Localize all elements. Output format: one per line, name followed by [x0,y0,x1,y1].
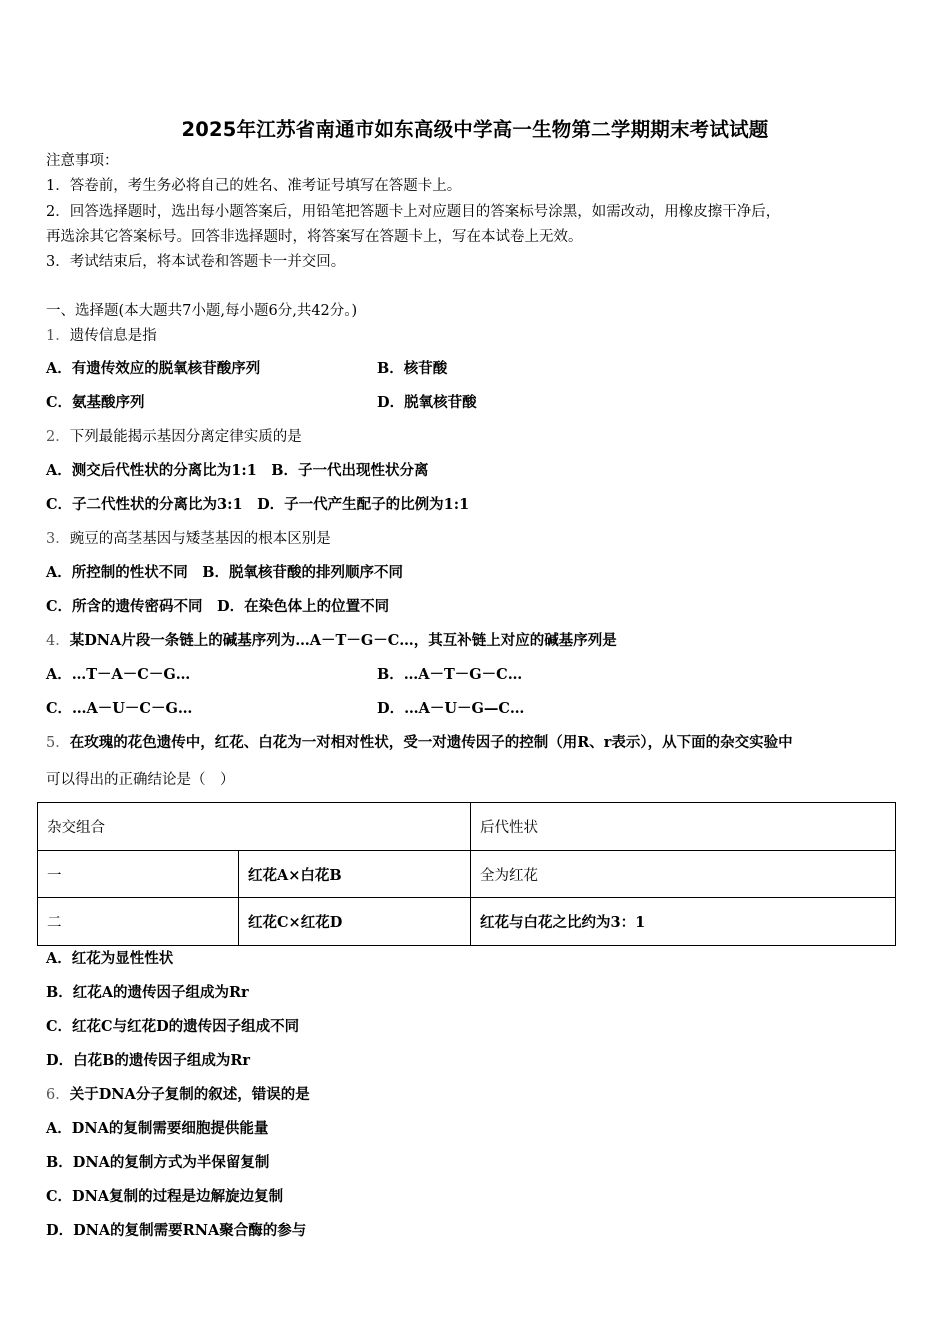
question-5-cont: 可以得出的正确结论是（ ） [46,772,235,788]
notice-item-2: 2．回答选择题时，选出每小题答案后，用铅笔把答题卡上对应题目的答案标号涂黑，如需改动，用橡皮擦干净后， [46,204,781,220]
question-number: 4． [46,633,70,649]
question-stem: 关于DNA分子复制的叙述，错误的是 [69,1086,310,1103]
question-5 [46,733,793,753]
question-number: 6． [46,1087,70,1103]
q5-option-a: A．红花为显性性状 [46,950,174,967]
question-stem: 在玫瑰的花色遗传中，红花、白花为一对相对性状，受一对遗传因子的控制（用R、r表示），从下面的杂交实验中 [69,734,793,751]
table-row [38,898,896,946]
q4-option-a: A．…T－A－C－G… [46,666,191,683]
question-number: 1． [46,328,70,344]
q4-option-d: D．…A－U－G—C… [377,700,525,717]
q3-options-ab: A．所控制的性状不同 B．脱氧核苷酸的排列顺序不同 [46,564,404,581]
question-stem: 下列最能揭示基因分离定律实质的是 [69,429,302,445]
table-cell: 二 [38,898,239,946]
q1-option-b: B．核苷酸 [377,360,448,377]
q5-option-d: D．白花B的遗传因子组成为Rr [46,1052,251,1069]
table-row [38,851,896,898]
q5-option-b: B．红花A的遗传因子组成为Rr [46,984,249,1001]
cross-table [37,802,896,946]
q6-option-b: B．DNA的复制方式为半保留复制 [46,1154,270,1171]
question-stem: 某DNA片段一条链上的碱基序列为…A－T－G－C…，其互补链上对应的碱基序列是 [69,632,617,649]
section-heading: 一、选择题(本大题共7小题,每小题6分,共42分。) [46,303,358,319]
q6-option-d: D．DNA的复制需要RNA聚合酶的参与 [46,1222,307,1239]
question-stem: 豌豆的高茎基因与矮茎基因的根本区别是 [69,531,331,547]
notice-item-3: 3．考试结束后，将本试卷和答题卡一并交回。 [46,254,346,270]
question-number: 5． [46,735,70,751]
table-cell: 红花C×红花D [239,898,471,946]
q2-options-cd: C．子二代性状的分离比为3:1 D．子一代产生配子的比例为1:1 [46,496,470,513]
q5-option-c: C．红花C与红花D的遗传因子组成不同 [46,1018,300,1035]
q4-option-c: C．…A－U－C－G… [46,700,193,717]
question-number: 2． [46,429,70,445]
notice-item-1: 1．答卷前，考生务必将自己的姓名、准考证号填写在答题卡上。 [46,178,462,194]
table-cell: 红花与白花之比约为3：1 [471,898,896,946]
question-1 [46,326,157,346]
question-3 [46,529,331,549]
table-cell: 一 [38,851,239,898]
question-number: 3． [46,531,70,547]
page-title: 2025年江苏省南通市如东高级中学高一生物第二学期期末考试试题 [181,118,769,141]
q1-option-d: D．脱氧核苷酸 [377,394,477,411]
notice-heading: 注意事项： [46,153,119,169]
question-4 [46,631,617,651]
q6-option-a: A．DNA的复制需要细胞提供能量 [46,1120,269,1137]
table-header-cell: 后代性状 [471,803,896,851]
question-stem: 遗传信息是指 [69,328,157,344]
table-cell: 全为红花 [471,851,896,898]
q6-option-c: C．DNA复制的过程是边解旋边复制 [46,1188,284,1205]
q4-option-b: B．…A－T－G－C… [377,666,523,683]
q1-option-a: A．有遗传效应的脱氧核苷酸序列 [46,360,261,377]
question-2 [46,427,302,447]
table-header-row [38,803,896,851]
q3-options-cd: C．所含的遗传密码不同 D．在染色体上的位置不同 [46,598,390,615]
table-header-cell: 杂交组合 [38,803,471,851]
notice-item-2-cont: 再选涂其它答案标号。回答非选择题时，将答案写在答题卡上，写在本试卷上无效。 [46,229,583,245]
question-6 [46,1085,310,1105]
q1-option-c: C．氨基酸序列 [46,394,145,411]
q2-options-ab: A．测交后代性状的分离比为1:1 B．子一代出现性状分离 [46,462,429,479]
table-cell: 红花A×白花B [239,851,471,898]
